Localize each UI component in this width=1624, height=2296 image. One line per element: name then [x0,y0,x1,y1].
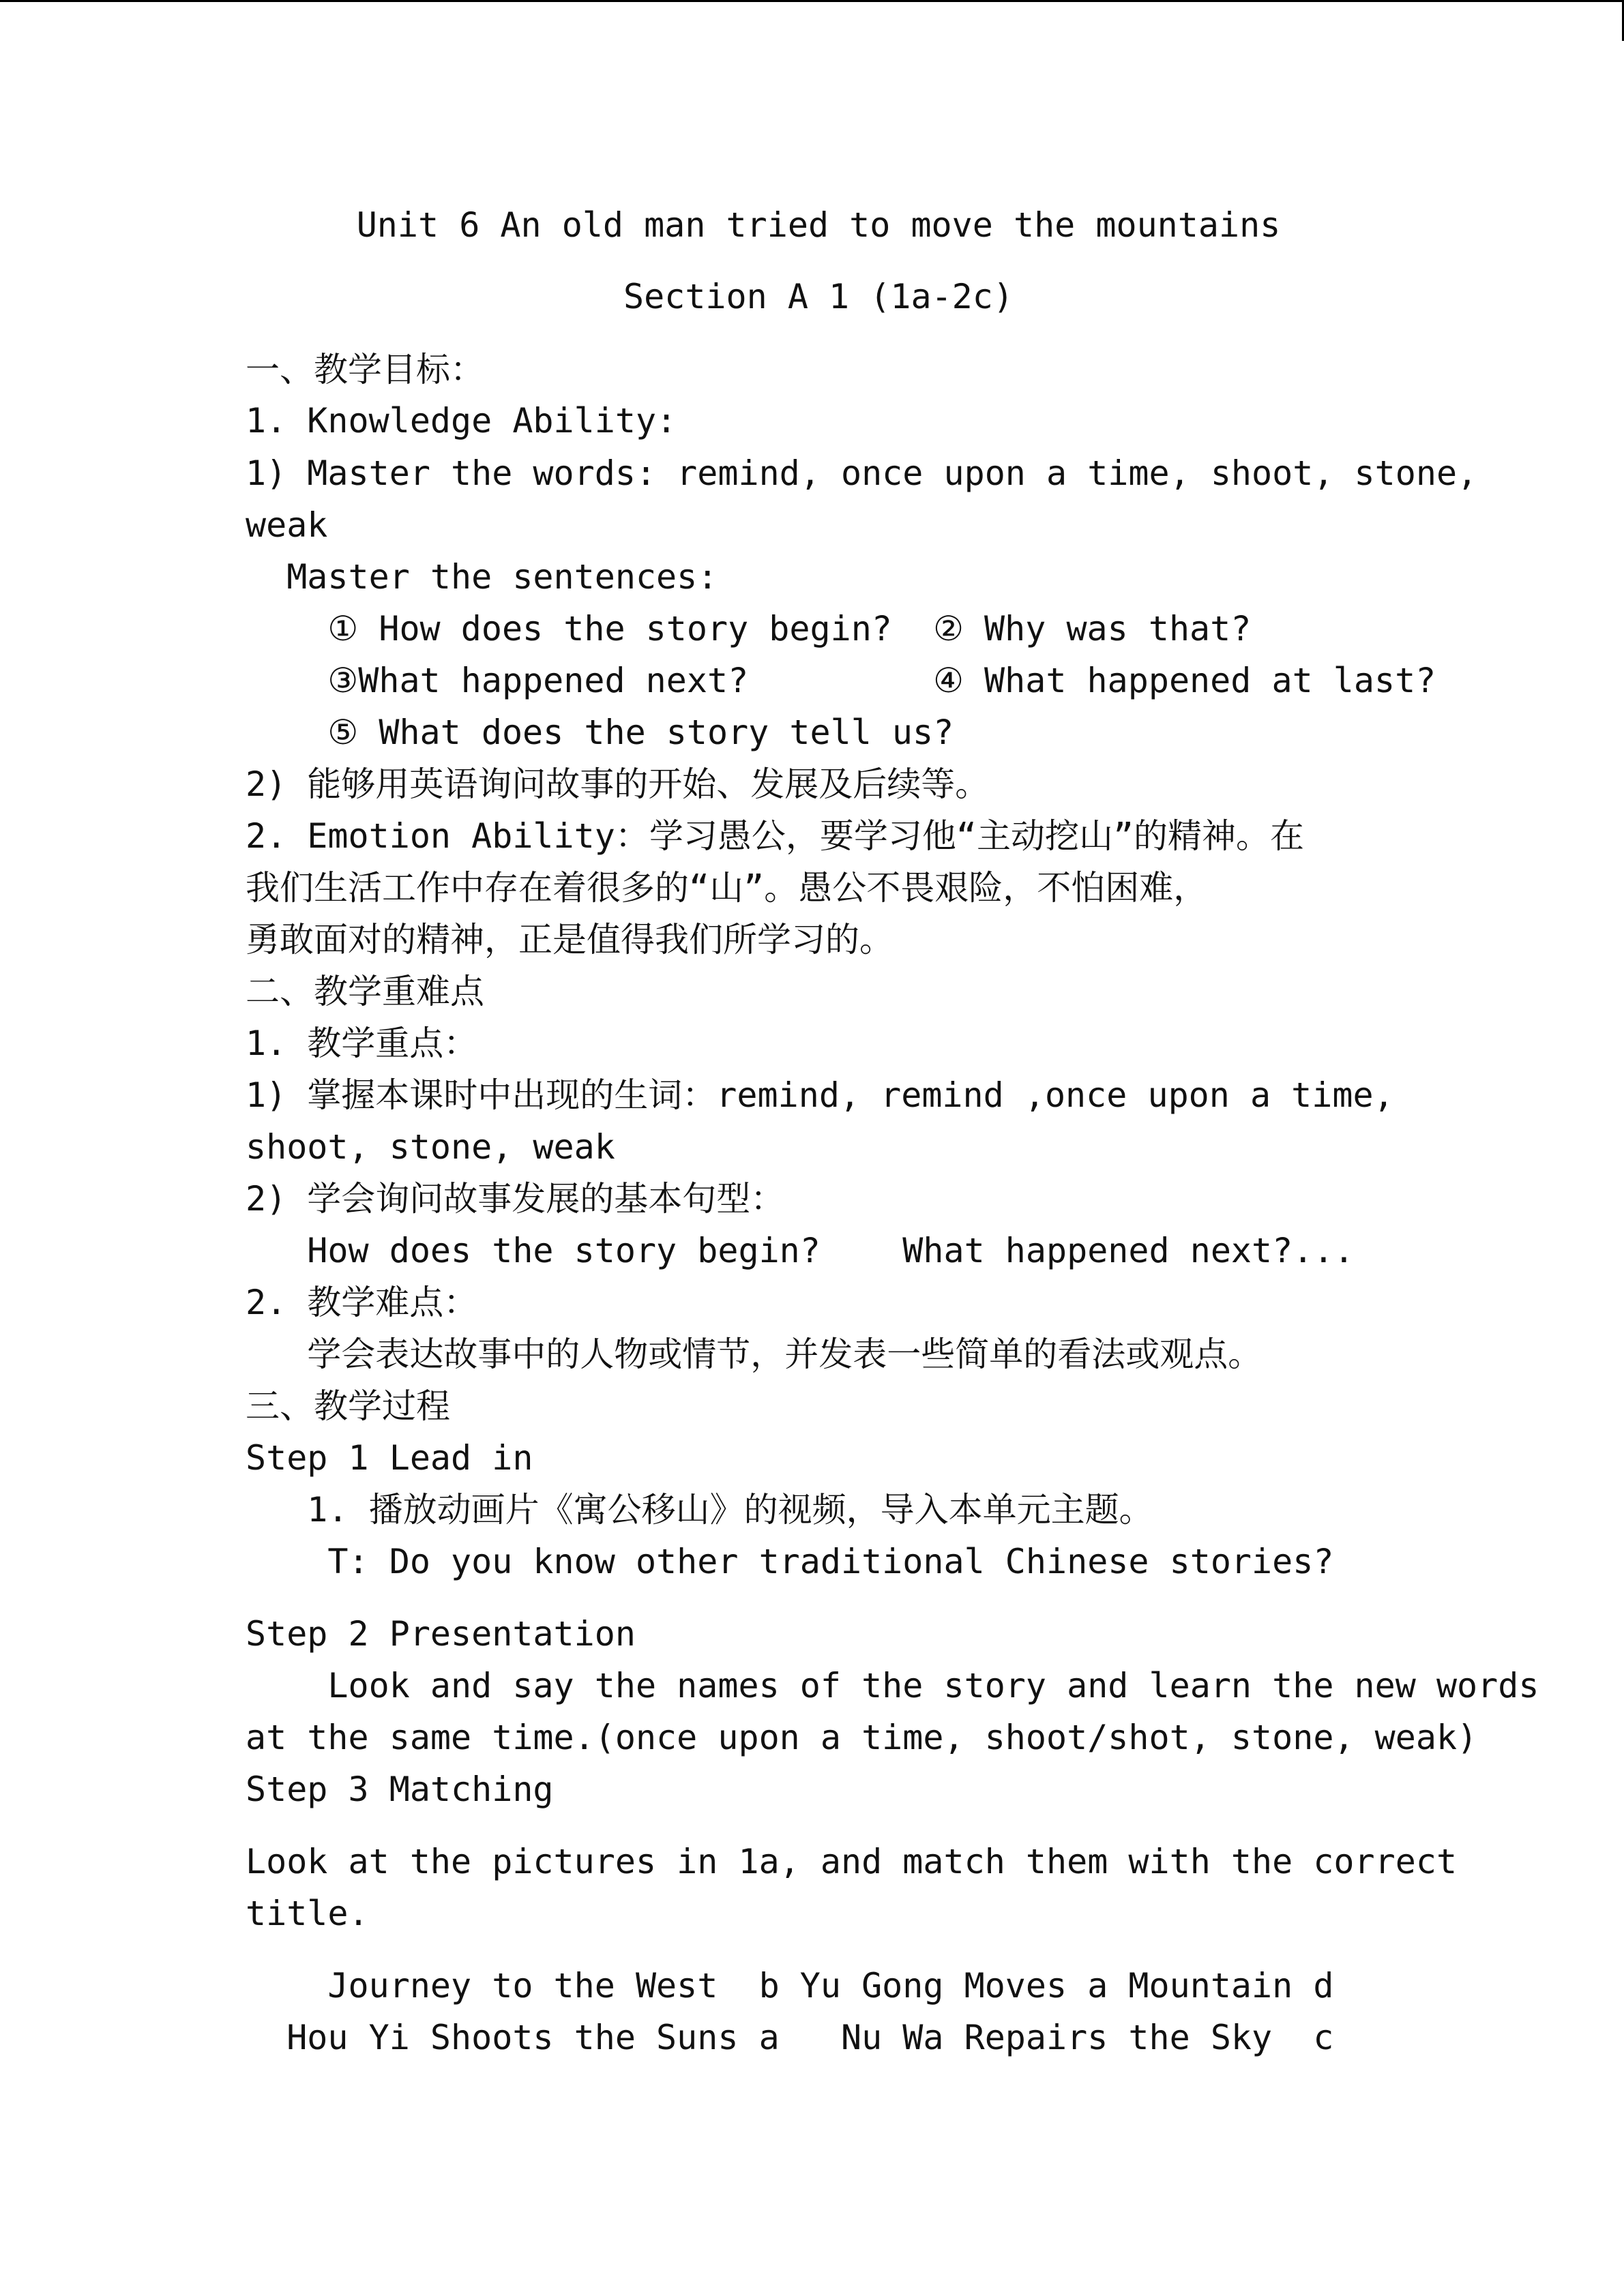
key-point-words-cont: shoot, stone, weak [246,1127,615,1167]
objective-sentences: Master the sentences: [246,557,718,597]
step-3-instruction-cont: title. [246,1894,369,1933]
heading-key-difficult: 二、教学重难点 [246,972,484,1011]
objective-emotion-cont-2: 勇敢面对的精神，正是值得我们所学习的。 [246,920,894,959]
sentence-row-2: ③What happened next? ④ What happened at last? [246,661,1436,700]
step-1-item: 1. 播放动画片《寓公移山》的视频，导入本单元主题。 [246,1490,1153,1530]
objective-emotion: 2. Emotion Ability：学习愚公，要学习他“主动挖山”的精神。在 [246,816,1305,856]
key-points-label: 1. 教学重点： [246,1024,478,1063]
objective-emotion-cont-1: 我们生活工作中存在着很多的“山”。愚公不畏艰险，不怕困难， [246,868,1208,908]
matching-row-2: Hou Yi Shoots the Suns a Nu Wa Repairs the Sky c [246,2018,1334,2057]
step-1-question: T: Do you know other traditional Chinese stories? [246,1542,1334,1581]
document-title: Unit 6 An old man tried to move the mountains [356,205,1281,245]
heading-teaching-objectives: 一、教学目标： [246,350,484,389]
sentence-row-3: ⑤ What does the story tell us? [246,713,954,752]
step-1-heading: Step 1 Lead in [246,1438,533,1478]
step-2-heading: Step 2 Presentation [246,1614,636,1654]
objective-words-cont: weak [246,505,328,545]
difficult-point-text: 学会表达故事中的人物或情节，并发表一些简单的看法或观点。 [246,1335,1263,1374]
objective-ask-story: 2) 能够用英语询问故事的开始、发展及后续等。 [246,764,990,804]
key-point-patterns: 2) 学会询问故事发展的基本句型： [246,1179,785,1219]
page-top-border [0,0,1624,2]
step-3-instruction: Look at the pictures in 1a, and match them with the correct [246,1842,1458,1881]
sentence-row-1: ① How does the story begin? ② Why was that? [246,609,1252,648]
step-3-heading: Step 3 Matching [246,1770,554,1809]
objective-knowledge: 1. Knowledge Ability: [246,401,677,441]
key-point-pattern-examples: How does the story begin? What happened next?... [246,1231,1355,1270]
key-point-words: 1) 掌握本课时中出现的生词：remind, remind ,once upon a time, [246,1075,1394,1115]
heading-teaching-process: 三、教学过程 [246,1386,450,1426]
difficult-points-label: 2. 教学难点： [246,1283,478,1322]
step-2-text-cont: at the same time.(once upon a time, shoot/shot, stone, weak) [246,1718,1478,1757]
matching-row-1: Journey to the West b Yu Gong Moves a Mountain d [246,1966,1334,2006]
objective-words: 1) Master the words: remind, once upon a time, shoot, stone, [246,453,1478,493]
document-subtitle: Section A 1 (1a-2c) [623,277,1014,316]
step-2-text: Look and say the names of the story and learn the new words [246,1666,1539,1705]
